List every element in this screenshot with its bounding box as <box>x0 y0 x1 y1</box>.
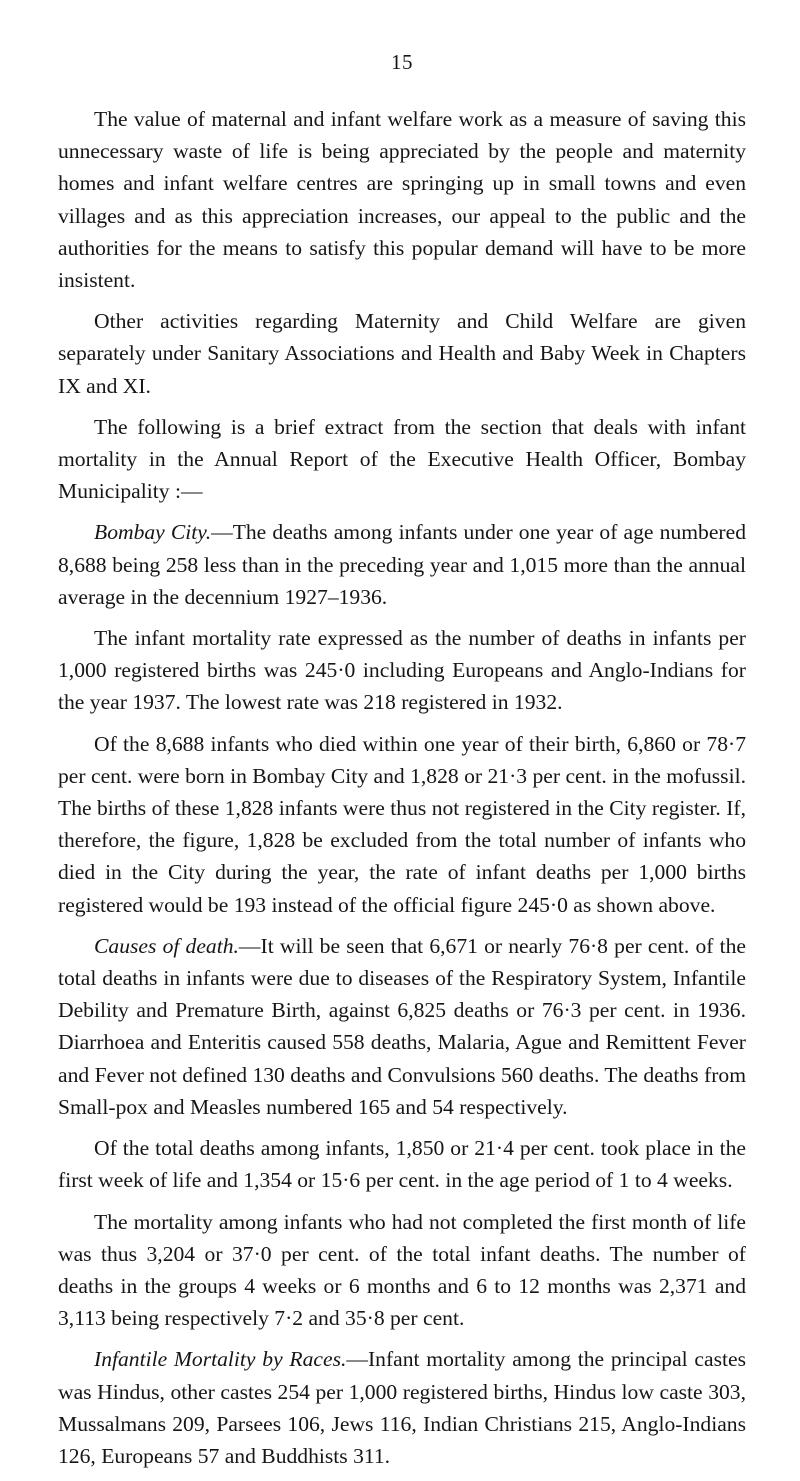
paragraph-mortality-rate <box>58 622 746 719</box>
paragraph-mortality-by-races <box>58 1343 746 1472</box>
paragraph-maternal-welfare <box>58 103 746 296</box>
paragraph-births-registered <box>58 728 746 921</box>
paragraph-text: Other activities regarding Maternity and Child Welfare are given separately under Sanitary Associations and Health and Baby Week in Chapters IX and XI. <box>58 309 746 398</box>
page-number: 15 <box>391 50 413 74</box>
section-heading-bombay-city: Bombay City. <box>94 520 212 545</box>
paragraph-text: The following is a brief extract from the section that deals with infant mortality in the Annual Report of the Executive Health Officer, Bombay Municipality :— <box>58 414 746 504</box>
paragraph-text: Of the 8,688 infants who died within one year of their birth, 6,860 or 78·7 per cent. were born in Bombay City and 1,828 or 21·3 per cent. in the mofussil. The births of these 1,828 infants were thus not registered in the City register. If, therefore, the figure, 1,828 be excluded from the total number of infants who died in the City during the year, the rate of infant deaths per 1,000 births registered would be 193 instead of the official figure 245·0 as shown above. <box>58 731 746 917</box>
paragraph-text: The value of maternal and infant welfare work as a measure of saving this unnecessary waste of life is being appreciated by the people and maternity homes and infant welfare centres are springing up in small towns and even villages and as this appreciation increases, our appeal to the public and the authorities for the means to satisfy this popular demand will have to be more insistent. <box>58 107 746 293</box>
paragraph-first-month <box>58 1206 746 1335</box>
paragraph-other-activities <box>58 305 746 402</box>
paragraph-text: The infant mortality rate expressed as the number of deaths in infants per 1,000 registered births was 245·0 including Europeans and Anglo-Indians for the year 1937. The lowest rate was 218 registered in 1932. <box>58 626 746 715</box>
paragraph-bombay-city <box>58 516 746 613</box>
document-page <box>58 50 746 1481</box>
section-heading-causes-of-death: Causes of death. <box>94 933 239 958</box>
paragraph-text: —Infant mortality among the principal castes was Hindus, other castes 254 per 1,000 registered births, Hindus low caste 303, Mussalmans 209, Parsees 106, Jews 116, Indian Christians 215, Anglo-Indians 126, Europeans 57 and Buddhists 311. <box>58 1347 746 1468</box>
paragraph-report-extract <box>58 411 746 508</box>
section-heading-mortality-by-races: Infantile Mortality by Races. <box>94 1347 347 1372</box>
paragraph-text: —It will be seen that 6,671 or nearly 76·8 per cent. of the total deaths in infants were due to diseases of the Respiratory System, Infantile Debility and Premature Birth, against 6,825 deaths or 76·3 per cent. in 1936. Diarrhoea and Enteritis caused 558 deaths, Malaria, Ague and Remittent Fever and Fever not defined 130 deaths and Convulsions 560 deaths. The deaths from Small-pox and Measles numbered 165 and 54 respectively. <box>58 933 746 1119</box>
paragraph-text: The mortality among infants who had not completed the first month of life was thus 3,204 or 37·0 per cent. of the total infant deaths. The number of deaths in the groups 4 weeks or 6 months and 6 to 12 months was 2,371 and 3,113 being respectively 7·2 and 35·8 per cent. <box>58 1209 746 1331</box>
paragraph-text: —The deaths among infants under one year of age numbered 8,688 being 258 less than in the preceding year and 1,015 more than the annual average in the decennium 1927–1936. <box>58 520 746 609</box>
paragraph-first-week <box>58 1132 746 1196</box>
paragraph-causes-of-death <box>58 930 746 1123</box>
paragraph-text: Of the total deaths among infants, 1,850 or 21·4 per cent. took place in the first week of life and 1,354 or 15·6 per cent. in the age period of 1 to 4 weeks. <box>58 1136 746 1193</box>
